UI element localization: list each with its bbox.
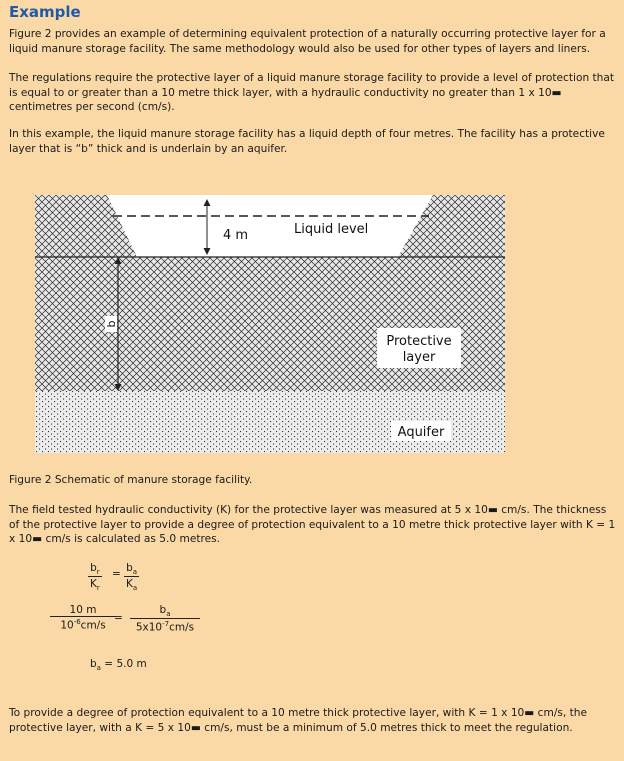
equation-1-equals: = [112, 568, 121, 580]
equation-2-equals: = [114, 612, 123, 624]
protective-layer-label-2: layer [402, 350, 436, 365]
depth-label: 4 m [223, 228, 249, 243]
manure-storage-diagram [35, 195, 505, 453]
protective-layer-label: Protective [386, 334, 452, 349]
equation-3-result: $b_a = 5.0$ m [90, 658, 147, 673]
aquifer-label: Aquifer [397, 425, 445, 440]
figure-caption: Figure 2 Schematic of manure storage facility. [9, 474, 253, 486]
equation-1-right-fraction: $\frac{b_a}{K_a}$ [126, 562, 138, 593]
equation-2-left-fraction: $\frac{10 m}{10^{-6}cm/s}$ [50, 604, 116, 632]
conclusion-paragraph: To provide a degree of protection equivalent to a 10 metre thick protective layer, with K = 1 x 10▬ cm/s, the protective layer, with a K = 5 x 10▬ cm/s, must be a minimum of 5.0 metres thick to meet the regulation. [9, 707, 588, 734]
calculation-paragraph: The field tested hydraulic conductivity (K) for the protective layer was measured at 5 x 10▬ cm/s. The thickness of the protective layer to provide a degree of protection equivalent to a 10 metre thick protective layer with K = 1 x 10▬ cm/s is calculated as 5.0 metres. [9, 504, 616, 545]
thickness-label: b [105, 320, 118, 328]
liquid-storage-pit [107, 195, 433, 257]
page-title: Example [9, 3, 81, 21]
example-paragraph: In this example, the liquid manure storage facility has a liquid depth of four metres. The facility has a protective layer that is “b” thick and is underlain by an aquifer. [9, 128, 605, 155]
equation-1-left-fraction: $\frac{b_r}{K_r}$ [90, 562, 100, 593]
liquid-level-label: Liquid level [294, 222, 369, 237]
equation-2-right-fraction: $\frac{b_a}{5x10^{-7}cm/s}$ [130, 604, 200, 634]
intro-paragraph: Figure 2 provides an example of determining equivalent protection of a naturally occurring protective layer for a liquid manure storage facility. The same methodology would also be used for other types of layers and liners. [9, 28, 606, 55]
regulation-paragraph: The regulations require the protective layer of a liquid manure storage facility to provide a level of protection that is equal to or greater than a 10 metre thick layer, with a hydraulic conductivity no greater than 1 x 10▬ centimetres per second (cm/s). [9, 72, 615, 113]
